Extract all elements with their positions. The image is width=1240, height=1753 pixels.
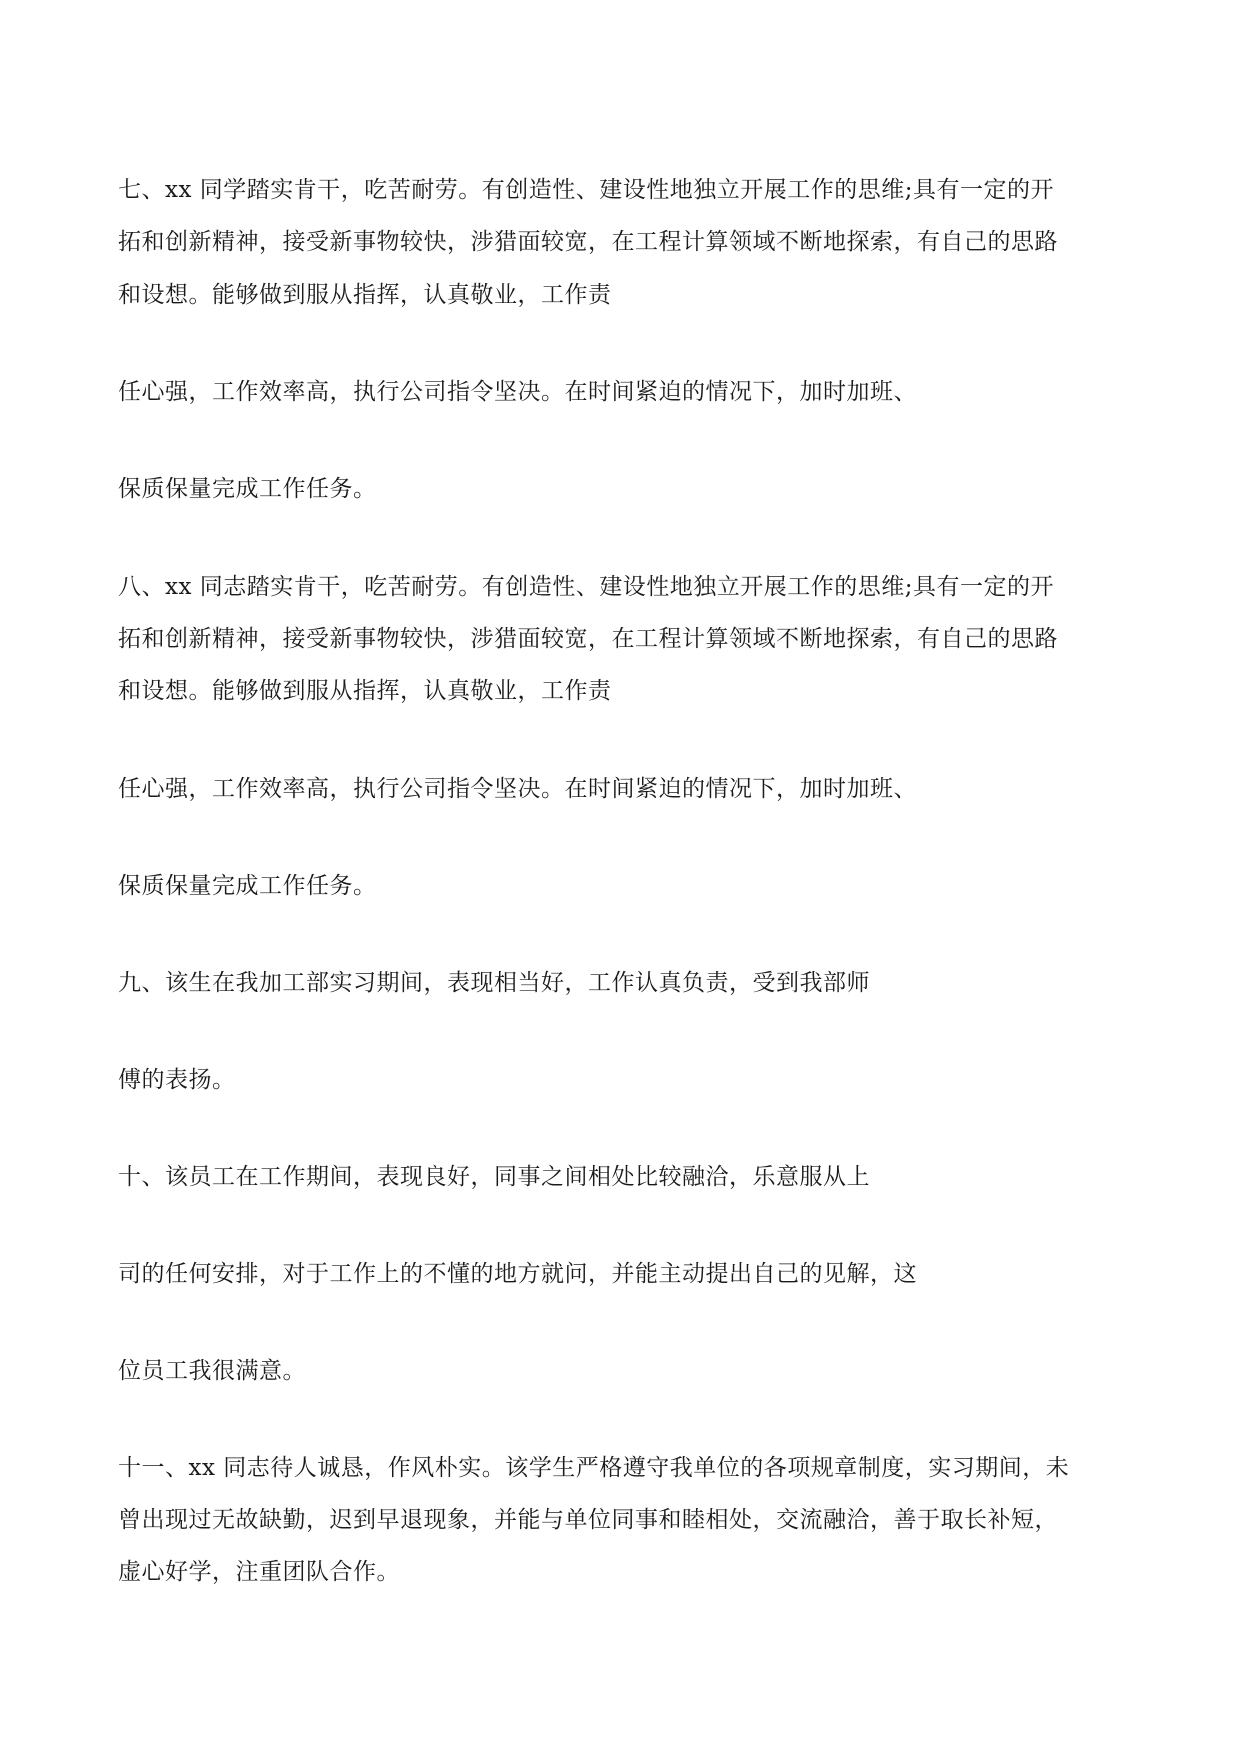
paragraph-9-line-2: 傅的表扬。 [118, 1067, 236, 1093]
paragraph-7-line-3: 和设想。能够做到服从指挥，认真敬业，工作责 [118, 282, 612, 308]
paragraph-7-line-4: 任心强，工作效率高，执行公司指令坚决。在时间紧迫的情况下，加时加班、 [118, 379, 917, 405]
paragraph-8-line-4: 任心强，工作效率高，执行公司指令坚决。在时间紧迫的情况下，加时加班、 [118, 776, 917, 802]
paragraph-8-line-3: 和设想。能够做到服从指挥，认真敬业，工作责 [118, 678, 612, 704]
paragraph-7-line-2: 拓和创新精神，接受新事物较快，涉猎面较宽，在工程计算领域不断地探索，有自己的思路 [118, 229, 1058, 255]
paragraph-10-line-2: 司的任何安排，对于工作上的不懂的地方就问，并能主动提出自己的见解，这 [118, 1261, 917, 1287]
paragraph-8-line-1: 八、xx 同志踏实肯干，吃苦耐劳。有创造性、建设性地独立开展工作的思维;具有一定的开 [118, 574, 1055, 600]
paragraph-7-line-5: 保质保量完成工作任务。 [118, 476, 377, 502]
paragraph-8-line-5: 保质保量完成工作任务。 [118, 873, 377, 899]
paragraph-9-line-1: 九、该生在我加工部实习期间，表现相当好，工作认真负责，受到我部师 [118, 970, 870, 996]
paragraph-10-line-1: 十、该员工在工作期间，表现良好，同事之间相处比较融洽，乐意服从上 [118, 1164, 870, 1190]
paragraph-8-line-2: 拓和创新精神，接受新事物较快，涉猎面较宽，在工程计算领域不断地探索，有自己的思路 [118, 626, 1058, 652]
paragraph-11-line-3: 虚心好学，注重团队合作。 [118, 1559, 400, 1585]
paragraph-11-line-2: 曾出现过无故缺勤，迟到早退现象，并能与单位同事和睦相处，交流融洽，善于取长补短， [118, 1507, 1058, 1533]
paragraph-10-line-3: 位员工我很满意。 [118, 1358, 306, 1384]
paragraph-11-line-1: 十一、xx 同志待人诚恳，作风朴实。该学生严格遵守我单位的各项规章制度，实习期间，未 [118, 1455, 1070, 1481]
paragraph-7-line-1: 七、xx 同学踏实肯干，吃苦耐劳。有创造性、建设性地独立开展工作的思维;具有一定的开 [118, 177, 1055, 203]
